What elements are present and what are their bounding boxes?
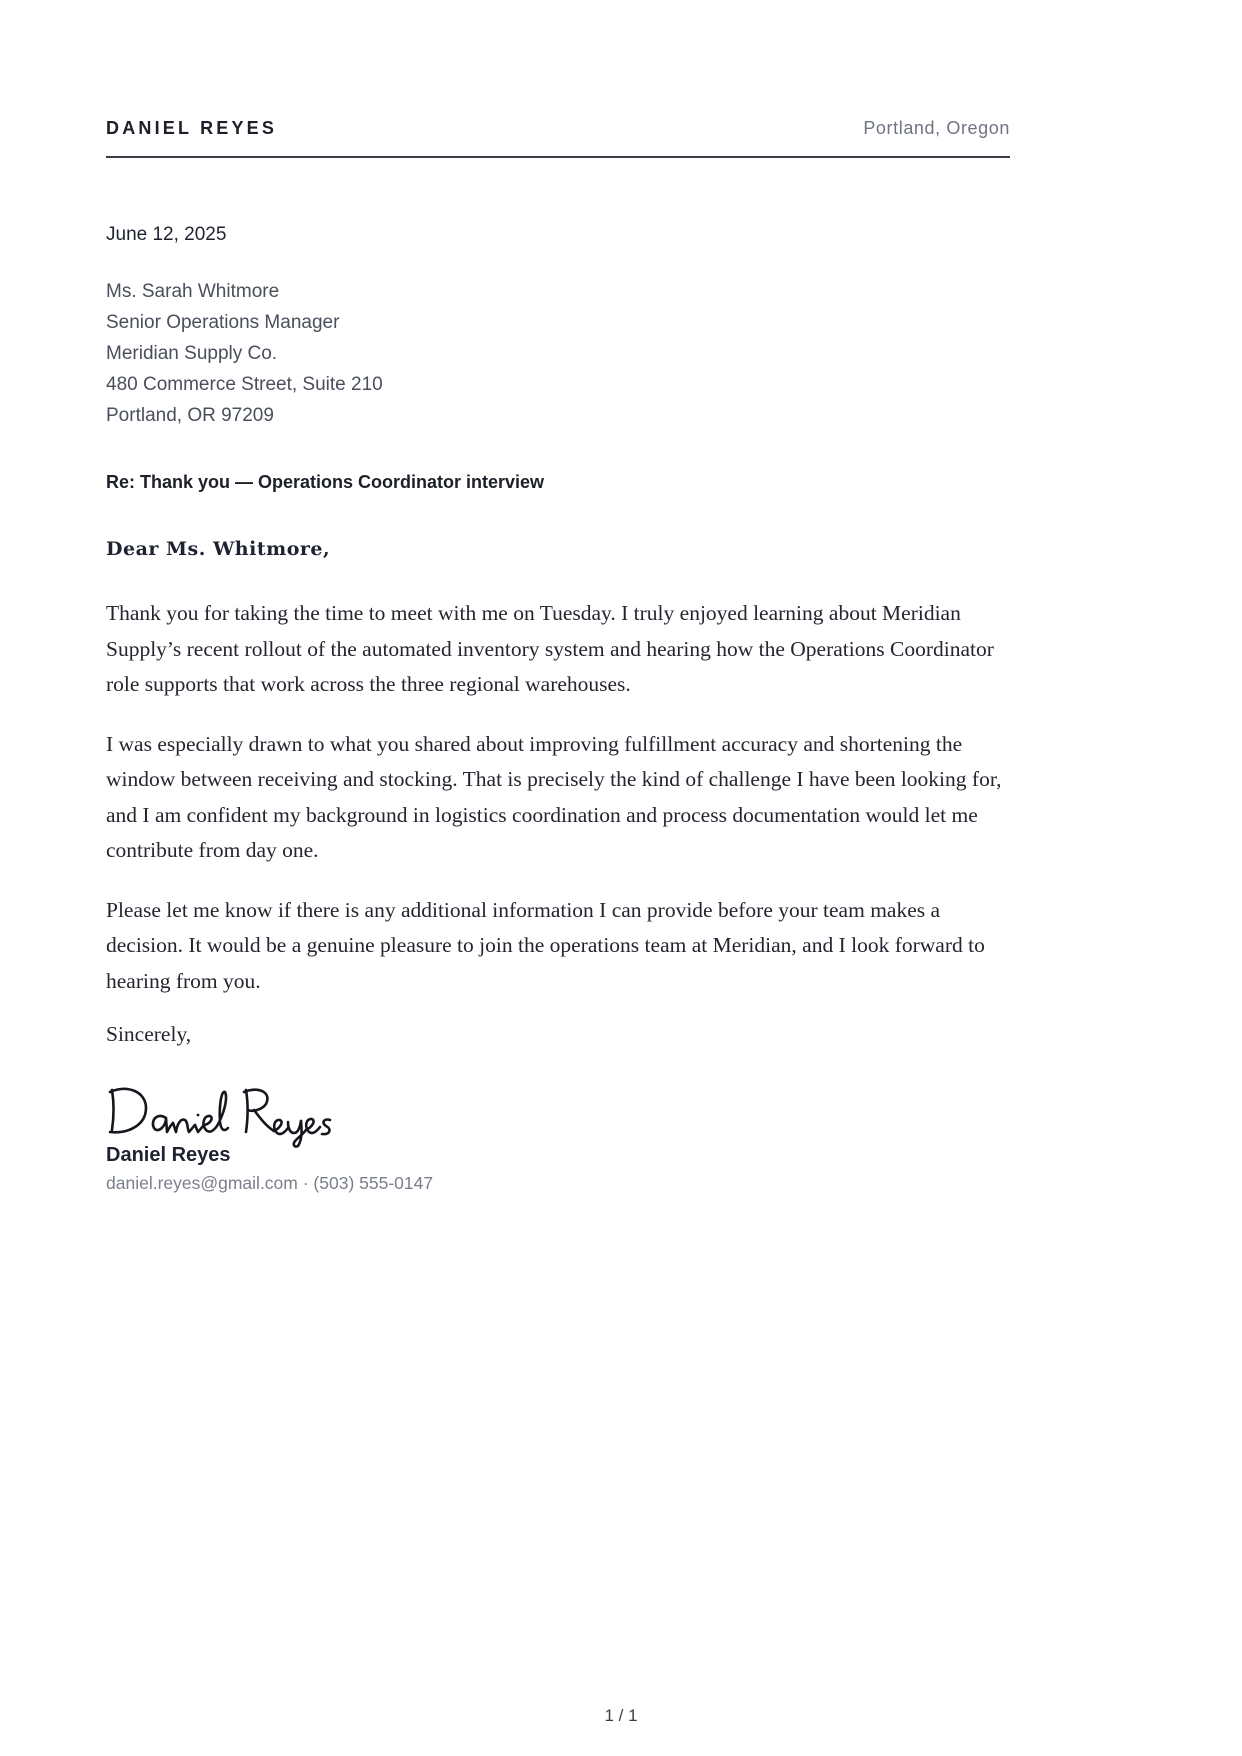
page-number: 1 / 1: [604, 1706, 638, 1725]
letter-date: June 12, 2025: [106, 224, 227, 245]
subject-line: Re: Thank you — Operations Coordinator interview: [106, 472, 545, 492]
signer-contact: daniel.reyes@gmail.com · (503) 555-0147: [106, 1173, 434, 1193]
recipient-title: Senior Operations Manager: [106, 312, 340, 333]
closing: Sincerely,: [106, 1022, 192, 1046]
body-paragraph: I was especially drawn to what you shared about improving fulfillment accuracy and shortening the window between receiving and stocking. That is precisely the kind of challenge I have been looking for, and I am confident my background in logistics coordination and process documentation would let me contribute from day one.: [106, 731, 1002, 862]
recipient-street: 480 Commerce Street, Suite 210: [106, 374, 383, 395]
handwritten-signature: [106, 1078, 346, 1148]
letter-body: [106, 596, 1010, 1023]
recipient-address: [106, 276, 383, 431]
recipient-name: Ms. Sarah Whitmore: [106, 281, 280, 302]
sender-name-header: DANIEL REYES: [106, 118, 278, 138]
salutation: Dear Ms. Whitmore,: [106, 538, 331, 560]
recipient-company: Meridian Supply Co.: [106, 343, 278, 364]
recipient-city: Portland, OR 97209: [106, 405, 274, 426]
sender-location: Portland, Oregon: [863, 118, 1010, 138]
signer-name: Daniel Reyes: [106, 1144, 231, 1166]
letterhead: [106, 116, 1010, 158]
body-paragraph: Thank you for taking the time to meet with me on Tuesday. I truly enjoyed learning about Meridian Supply’s recent rollout of the automated inventory system and hearing how the Operations Coordinator role supports that work across the three regional warehouses.: [106, 601, 994, 696]
body-paragraph: Please let me know if there is any additional information I can provide before your team makes a decision. It would be a genuine pleasure to join the operations team at Meridian, and I look forward to hearing from you.: [106, 897, 985, 993]
letter-page: [106, 0, 1010, 1756]
